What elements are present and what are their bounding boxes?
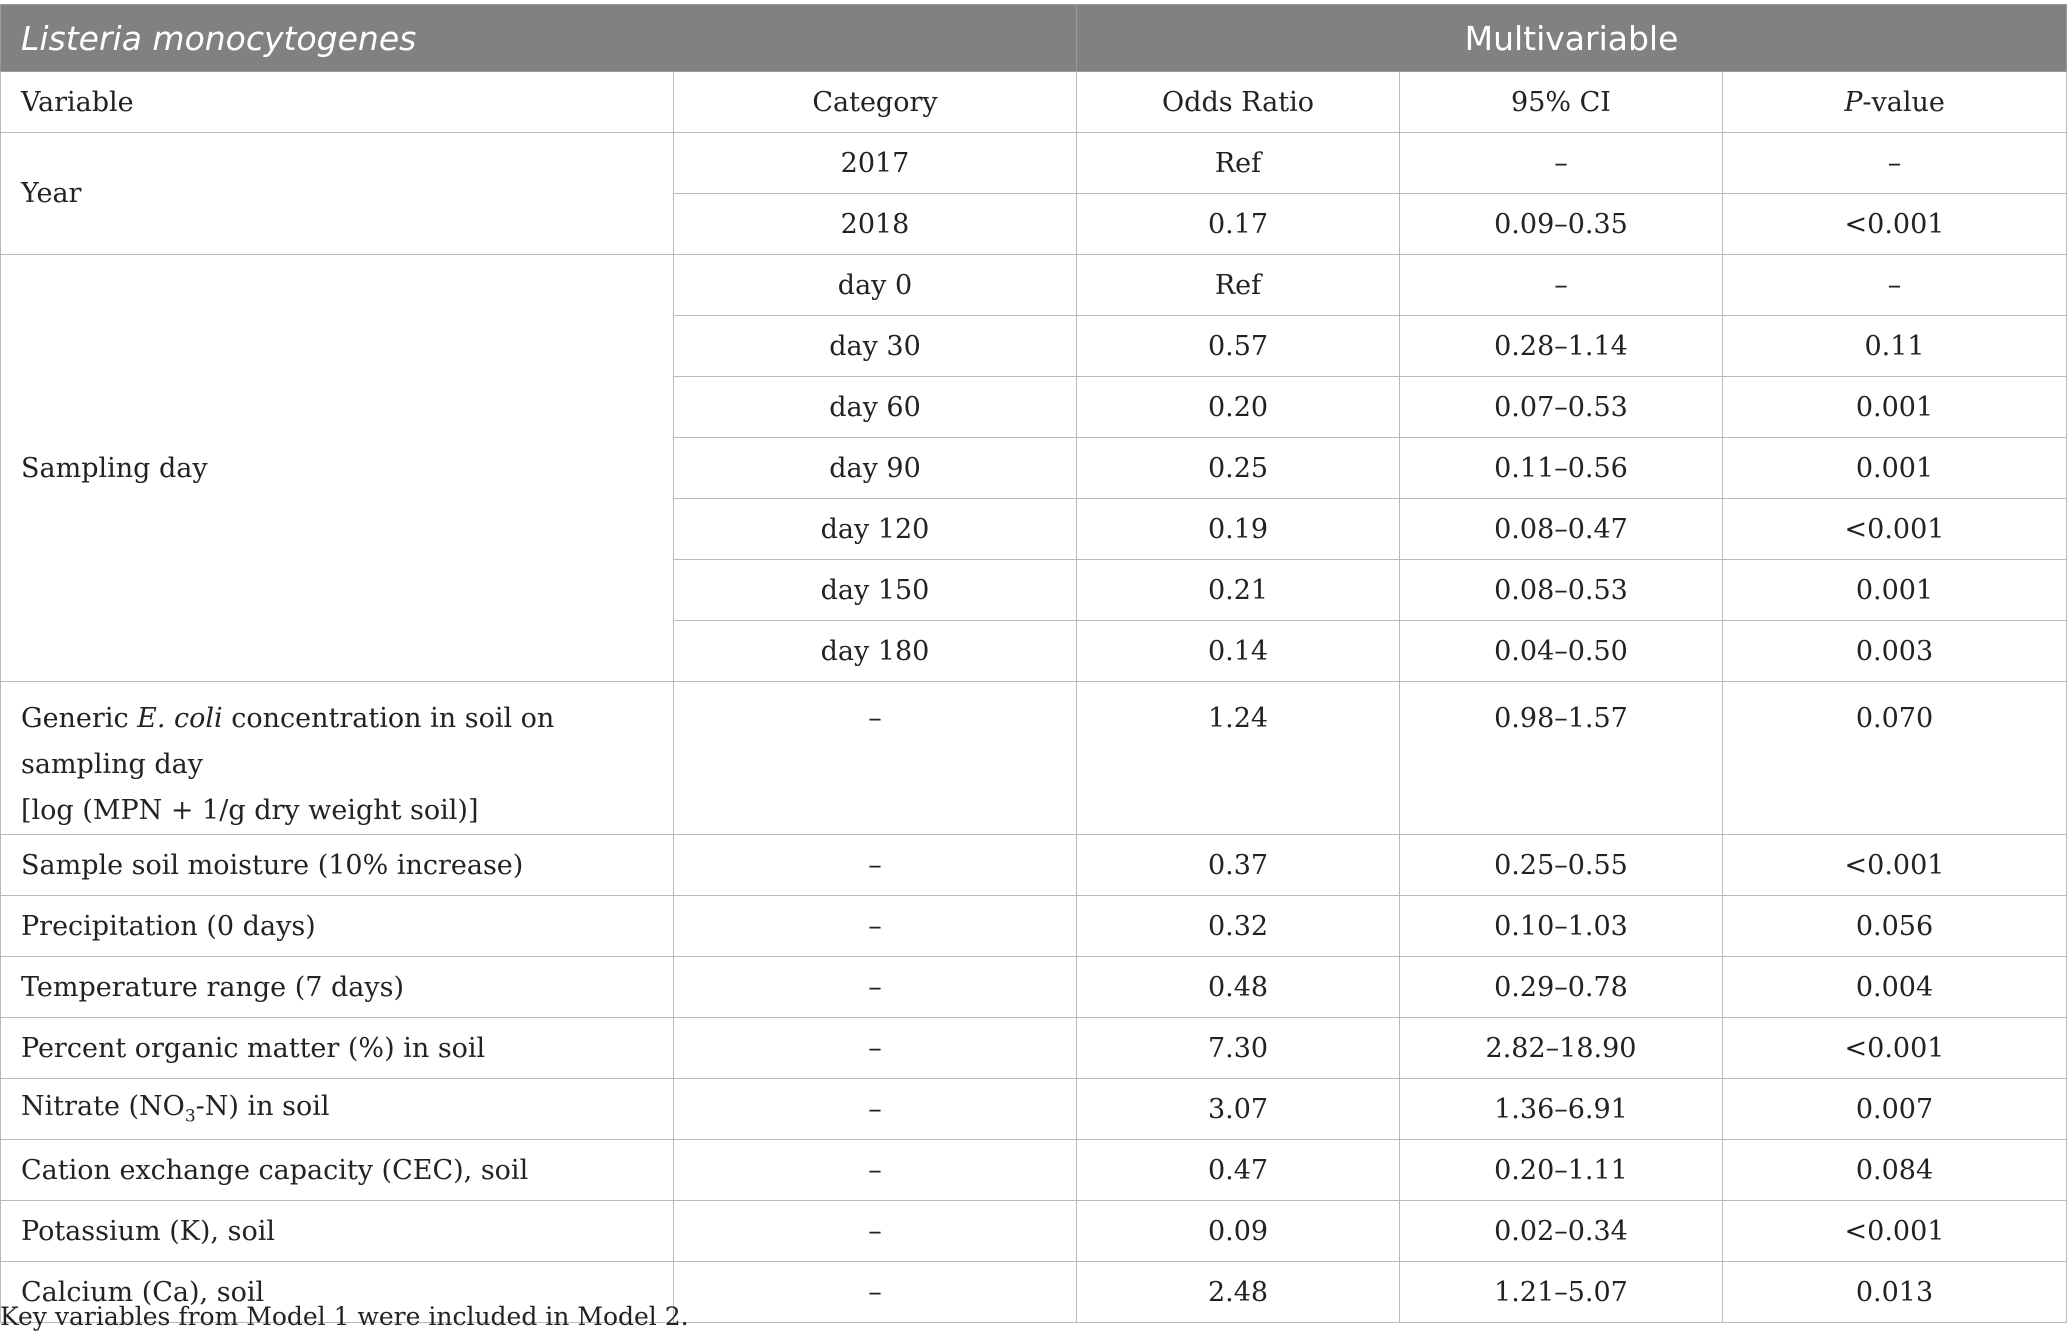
cell-ci: 0.07–0.53 xyxy=(1400,377,1723,438)
cell-category: – xyxy=(674,1140,1077,1201)
table-row xyxy=(1,957,2067,1018)
cell-odds-ratio: 7.30 xyxy=(1077,1018,1400,1079)
table-row xyxy=(1,896,2067,957)
cell-ci: – xyxy=(1400,133,1723,194)
cell-ci: 0.98–1.57 xyxy=(1400,682,1723,835)
cell-ci: 0.08–0.53 xyxy=(1400,560,1723,621)
cell-p-value: 0.056 xyxy=(1723,896,2067,957)
p-value-italic: P xyxy=(1844,86,1863,118)
cell-p-value: 0.084 xyxy=(1723,1140,2067,1201)
table-footnote: Key variables from Model 1 were included in Model 2. xyxy=(0,1302,689,1331)
cell-odds-ratio: 0.17 xyxy=(1077,194,1400,255)
nitrate-label-sub: 3 xyxy=(184,1106,196,1127)
cell-category: – xyxy=(674,1018,1077,1079)
cell-odds-ratio: 0.25 xyxy=(1077,438,1400,499)
cell-p-value: <0.001 xyxy=(1723,194,2067,255)
column-header-category: Category xyxy=(674,72,1077,133)
organism-header: Listeria monocytogenes xyxy=(1,5,1077,72)
table-row xyxy=(1,1201,2067,1262)
cell-variable: Potassium (K), soil xyxy=(1,1201,674,1262)
cell-odds-ratio: 0.09 xyxy=(1077,1201,1400,1262)
column-header-p-value xyxy=(1723,72,2067,133)
model-header: Multivariable xyxy=(1077,5,2067,72)
cell-odds-ratio: 0.57 xyxy=(1077,316,1400,377)
cell-category: – xyxy=(674,682,1077,835)
cell-category: day 180 xyxy=(674,621,1077,682)
column-header-row xyxy=(1,72,2067,133)
ecoli-label-post: concentration in soil on sampling day xyxy=(21,703,555,780)
cell-p-value: <0.001 xyxy=(1723,499,2067,560)
cell-ci: 0.29–0.78 xyxy=(1400,957,1723,1018)
cell-p-value: <0.001 xyxy=(1723,1018,2067,1079)
cell-p-value: <0.001 xyxy=(1723,1201,2067,1262)
cell-odds-ratio: 2.48 xyxy=(1077,1262,1400,1323)
p-value-rest: -value xyxy=(1862,86,1945,118)
cell-ci: 0.08–0.47 xyxy=(1400,499,1723,560)
cell-ci: 0.25–0.55 xyxy=(1400,835,1723,896)
cell-category: – xyxy=(674,1201,1077,1262)
cell-ci: 0.20–1.11 xyxy=(1400,1140,1723,1201)
cell-category: 2018 xyxy=(674,194,1077,255)
variable-year: Year xyxy=(1,133,674,255)
cell-p-value: 0.001 xyxy=(1723,438,2067,499)
cell-ci: 1.36–6.91 xyxy=(1400,1079,1723,1140)
cell-ci: 1.21–5.07 xyxy=(1400,1262,1723,1323)
cell-ci: 0.04–0.50 xyxy=(1400,621,1723,682)
variable-ecoli xyxy=(1,682,674,835)
cell-ci: 0.11–0.56 xyxy=(1400,438,1723,499)
cell-variable: Precipitation (0 days) xyxy=(1,896,674,957)
cell-p-value: <0.001 xyxy=(1723,835,2067,896)
cell-variable: Percent organic matter (%) in soil xyxy=(1,1018,674,1079)
cell-odds-ratio: Ref xyxy=(1077,133,1400,194)
odds-ratio-table xyxy=(0,4,2067,1323)
cell-category: – xyxy=(674,835,1077,896)
ecoli-label-italic: E. coli xyxy=(137,703,223,734)
cell-category: day 60 xyxy=(674,377,1077,438)
cell-p-value: 0.007 xyxy=(1723,1079,2067,1140)
variable-sampling-day: Sampling day xyxy=(1,255,674,682)
cell-category: – xyxy=(674,1079,1077,1140)
table-row xyxy=(1,682,2067,835)
cell-p-value: 0.003 xyxy=(1723,621,2067,682)
cell-ci: 0.02–0.34 xyxy=(1400,1201,1723,1262)
ecoli-label-pre: Generic xyxy=(21,703,138,734)
cell-variable: Sample soil moisture (10% increase) xyxy=(1,835,674,896)
cell-odds-ratio: 0.20 xyxy=(1077,377,1400,438)
cell-ci: 0.09–0.35 xyxy=(1400,194,1723,255)
nitrate-label-pre: Nitrate (NO xyxy=(21,1091,185,1123)
cell-p-value: 0.004 xyxy=(1723,957,2067,1018)
table-row xyxy=(1,1140,2067,1201)
table-row xyxy=(1,1018,2067,1079)
cell-variable: Cation exchange capacity (CEC), soil xyxy=(1,1140,674,1201)
cell-category: day 90 xyxy=(674,438,1077,499)
table-header-row xyxy=(1,5,2067,72)
cell-p-value: 0.070 xyxy=(1723,682,2067,835)
cell-p-value: 0.001 xyxy=(1723,560,2067,621)
cell-variable: Temperature range (7 days) xyxy=(1,957,674,1018)
cell-odds-ratio: 3.07 xyxy=(1077,1079,1400,1140)
cell-category: day 150 xyxy=(674,560,1077,621)
cell-odds-ratio: 0.19 xyxy=(1077,499,1400,560)
cell-category: – xyxy=(674,1262,1077,1323)
cell-odds-ratio: 1.24 xyxy=(1077,682,1400,835)
table-row xyxy=(1,133,2067,194)
cell-category: 2017 xyxy=(674,133,1077,194)
cell-category: – xyxy=(674,896,1077,957)
cell-p-value: 0.11 xyxy=(1723,316,2067,377)
cell-odds-ratio: 0.21 xyxy=(1077,560,1400,621)
table-row xyxy=(1,255,2067,316)
cell-p-value: 0.013 xyxy=(1723,1262,2067,1323)
cell-ci: 2.82–18.90 xyxy=(1400,1018,1723,1079)
cell-category: – xyxy=(674,957,1077,1018)
cell-odds-ratio: 0.32 xyxy=(1077,896,1400,957)
column-header-variable: Variable xyxy=(1,72,674,133)
nitrate-label-post: -N) in soil xyxy=(195,1091,330,1123)
cell-p-value: – xyxy=(1723,255,2067,316)
cell-odds-ratio: 0.48 xyxy=(1077,957,1400,1018)
cell-odds-ratio: Ref xyxy=(1077,255,1400,316)
table-row xyxy=(1,835,2067,896)
table-row xyxy=(1,1079,2067,1140)
cell-category: day 0 xyxy=(674,255,1077,316)
ecoli-label-line2: [log (MPN + 1/g dry weight soil)] xyxy=(21,795,479,826)
cell-ci: 0.10–1.03 xyxy=(1400,896,1723,957)
variable-nitrate xyxy=(1,1079,674,1140)
column-header-ci: 95% CI xyxy=(1400,72,1723,133)
cell-odds-ratio: 0.14 xyxy=(1077,621,1400,682)
cell-p-value: – xyxy=(1723,133,2067,194)
cell-variable: Calcium (Ca), soil xyxy=(1,1262,674,1323)
cell-category: day 30 xyxy=(674,316,1077,377)
cell-ci: 0.28–1.14 xyxy=(1400,316,1723,377)
cell-p-value: 0.001 xyxy=(1723,377,2067,438)
cell-odds-ratio: 0.37 xyxy=(1077,835,1400,896)
cell-ci: – xyxy=(1400,255,1723,316)
cell-odds-ratio: 0.47 xyxy=(1077,1140,1400,1201)
column-header-odds-ratio: Odds Ratio xyxy=(1077,72,1400,133)
cell-category: day 120 xyxy=(674,499,1077,560)
